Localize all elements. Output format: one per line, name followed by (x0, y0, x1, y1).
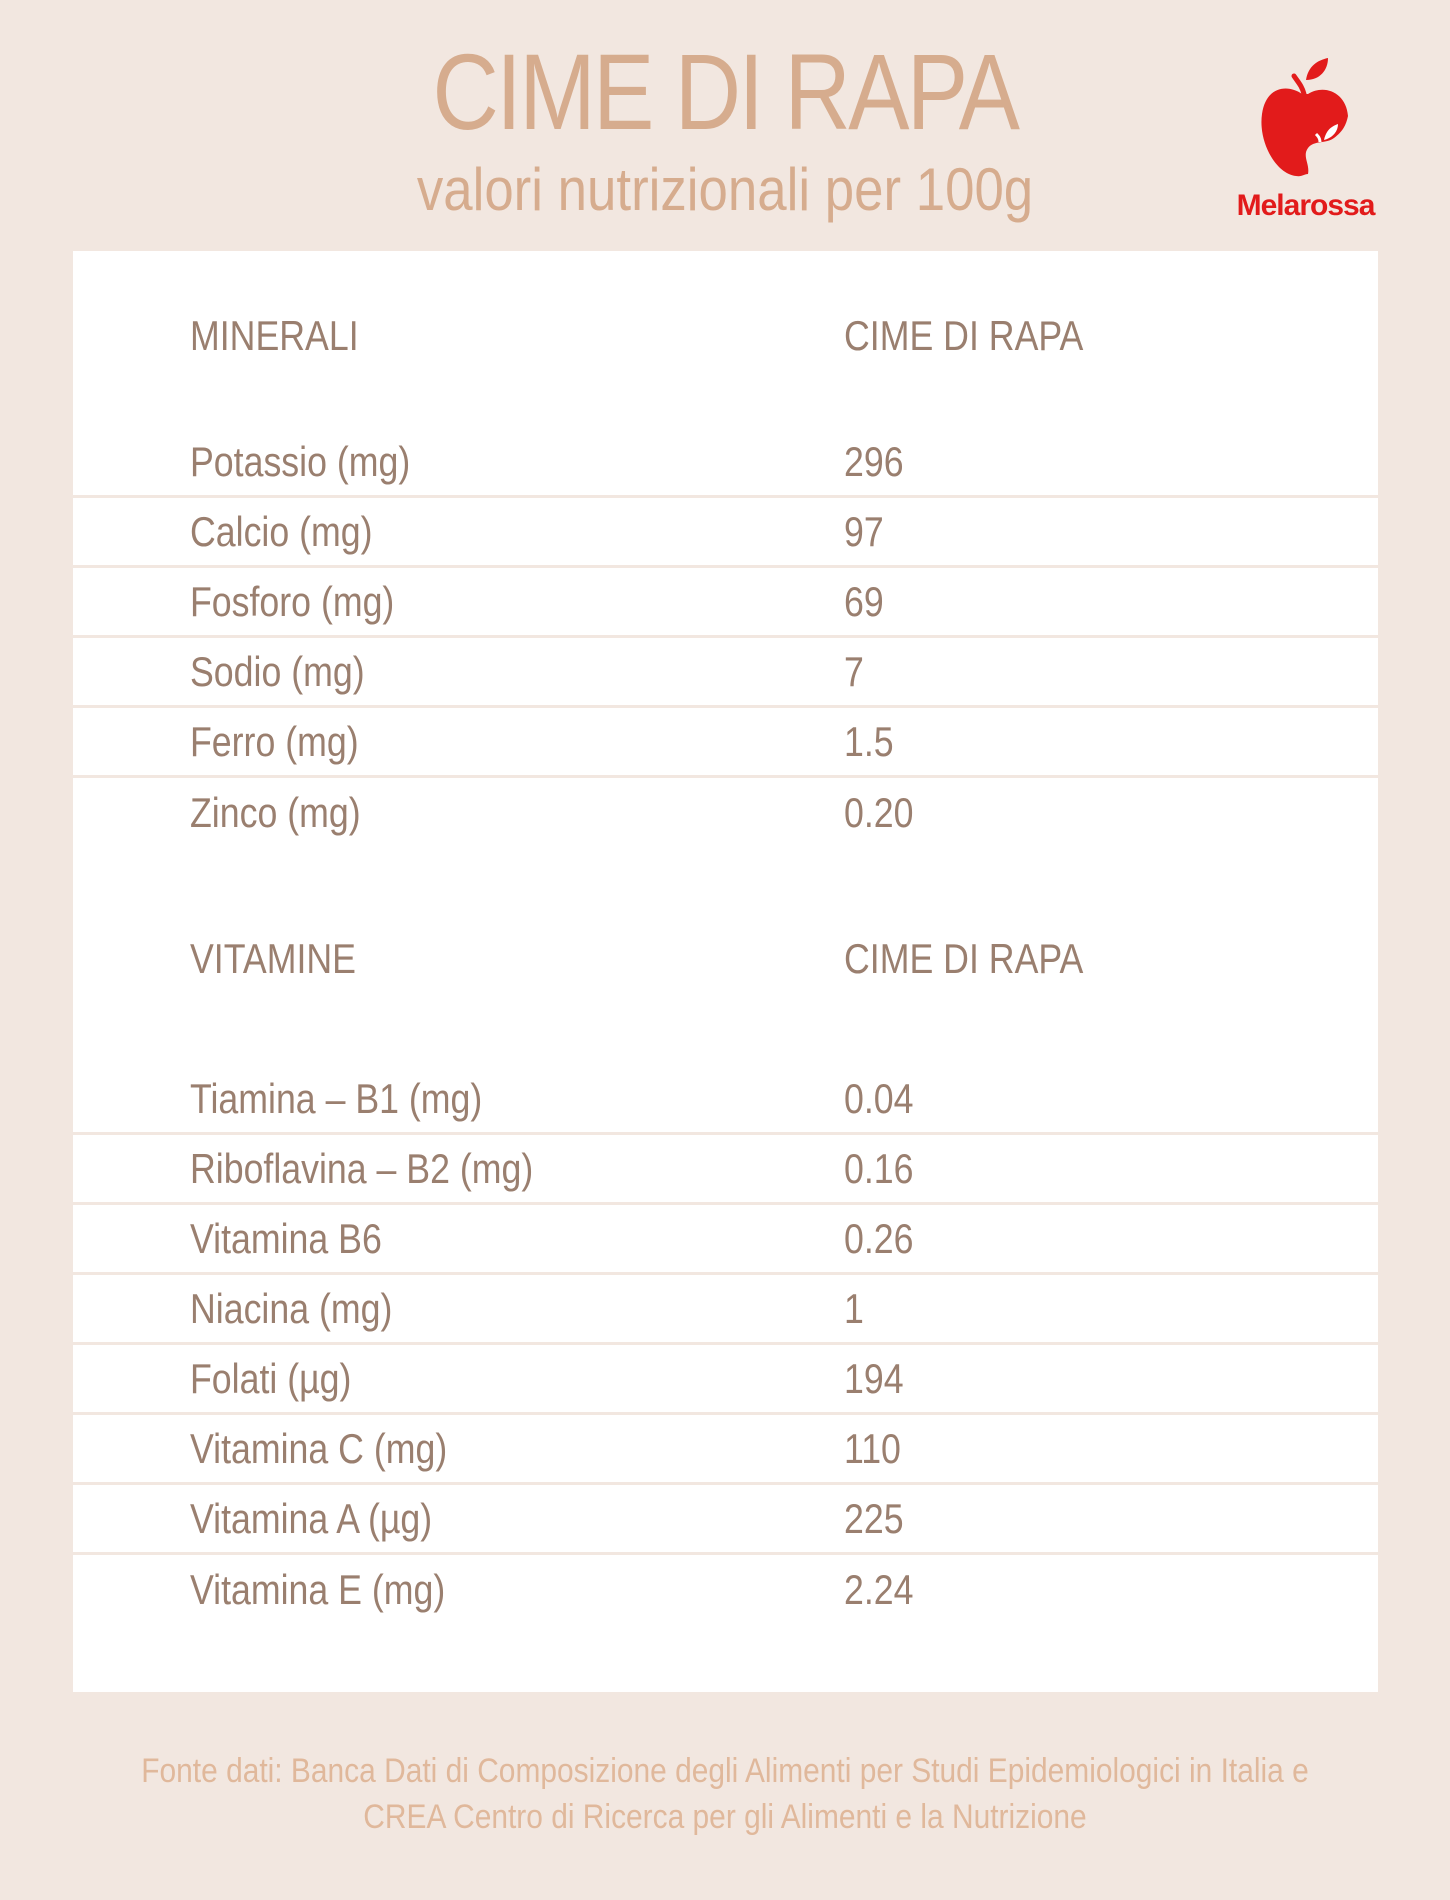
row-label: Folati (µg) (190, 1354, 352, 1402)
row-value: 296 (844, 437, 904, 485)
row-value: 110 (844, 1424, 901, 1472)
row-value: 69 (844, 577, 884, 625)
vitamins-rows (73, 1065, 1378, 1625)
table-row (73, 1135, 1378, 1205)
source-line-1: Fonte dati: Banca Dati di Composizione degli Alimenti per Studi Epidemiologici in Italia e (141, 1752, 1309, 1790)
source-line-2: CREA Centro di Ricerca per gli Alimenti e la Nutrizione (363, 1798, 1087, 1836)
table-row (73, 1345, 1378, 1415)
row-label: Riboflavina – B2 (mg) (190, 1144, 534, 1192)
minerals-rows (73, 428, 1378, 848)
row-label: Sodio (mg) (190, 647, 365, 695)
row-value: 0.16 (844, 1144, 914, 1192)
row-value: 0.04 (844, 1074, 914, 1122)
page-subtitle: valori nutrizionali per 100g (416, 156, 1034, 223)
table-row (73, 1415, 1378, 1485)
row-label: Niacina (mg) (190, 1284, 393, 1332)
row-label: Vitamina E (mg) (190, 1566, 446, 1613)
minerals-header: MINERALI (190, 312, 359, 359)
row-value: 0.26 (844, 1214, 914, 1262)
row-value: 0.20 (844, 789, 914, 836)
table-row (73, 428, 1378, 498)
vitamins-header: VITAMINE (190, 935, 356, 982)
table-row (73, 1485, 1378, 1555)
row-label: Vitamina B6 (190, 1214, 382, 1262)
table-row (73, 1275, 1378, 1345)
minerals-column-header: CIME DI RAPA (844, 312, 1084, 359)
table-row (73, 778, 1378, 848)
row-value: 2.24 (844, 1566, 914, 1613)
nutrition-table (73, 251, 1378, 1692)
vitamins-column-header: CIME DI RAPA (844, 935, 1084, 982)
row-label: Zinco (mg) (190, 789, 361, 836)
row-label: Vitamina A (µg) (190, 1494, 433, 1542)
row-value: 97 (844, 507, 884, 555)
melarossa-logo (1228, 56, 1383, 226)
page-title: CIME DI RAPA (432, 31, 1018, 152)
row-value: 7 (844, 647, 864, 695)
table-row (73, 1555, 1378, 1625)
row-value: 225 (844, 1494, 904, 1542)
row-label: Calcio (mg) (190, 507, 373, 555)
source-note (0, 1748, 1450, 1840)
table-row (73, 638, 1378, 708)
table-row (73, 498, 1378, 568)
table-row (73, 1065, 1378, 1135)
row-value: 194 (844, 1354, 904, 1402)
table-row (73, 708, 1378, 778)
row-label: Fosforo (mg) (190, 577, 395, 625)
row-label: Potassio (mg) (190, 437, 411, 485)
table-row (73, 568, 1378, 638)
apple-icon (1258, 56, 1353, 186)
row-value: 1 (844, 1284, 864, 1332)
logo-text: Melarossa (1236, 189, 1375, 222)
row-label: Ferro (mg) (190, 717, 359, 765)
row-value: 1.5 (844, 717, 894, 765)
row-label: Tiamina – B1 (mg) (190, 1074, 483, 1122)
row-label: Vitamina C (mg) (190, 1424, 448, 1472)
table-row (73, 1205, 1378, 1275)
